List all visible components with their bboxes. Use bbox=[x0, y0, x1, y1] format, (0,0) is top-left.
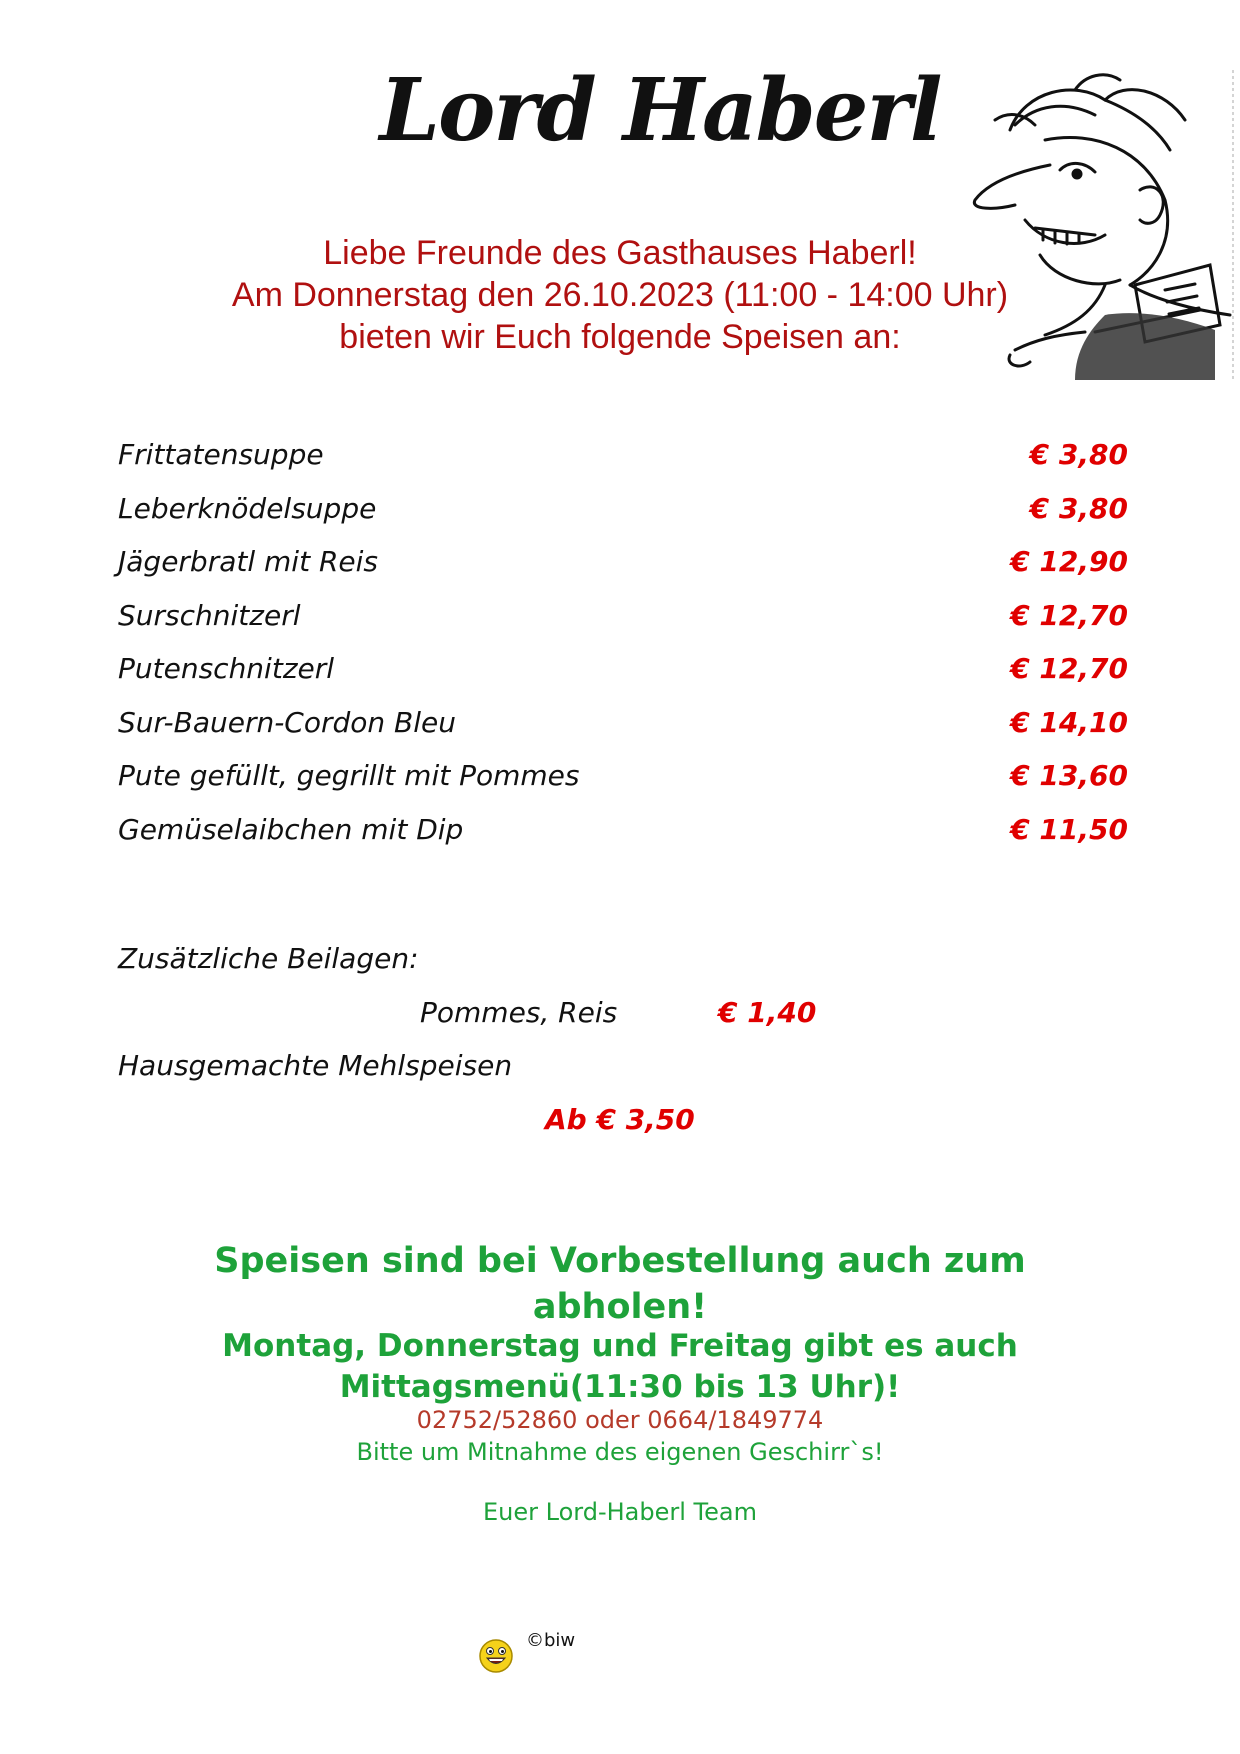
menu-item-name: Leberknödelsuppe bbox=[118, 491, 377, 525]
team-signature: Euer Lord-Haberl Team bbox=[483, 1498, 757, 1526]
menu-item-price: € 3,80 bbox=[1029, 438, 1128, 471]
phone-numbers: 02752/52860 oder 0664/1849774 bbox=[416, 1406, 824, 1434]
lunch-notice bbox=[160, 1326, 1080, 1408]
side-item-name: Pommes, Reis bbox=[420, 996, 618, 1029]
menu-item bbox=[118, 706, 1128, 760]
menu-item-price: € 3,80 bbox=[1029, 491, 1128, 525]
menu-item-price: € 12,90 bbox=[1010, 545, 1128, 578]
pickup-notice bbox=[160, 1238, 1080, 1330]
menu-item-price: € 12,70 bbox=[1010, 598, 1128, 632]
menu-item-price: € 12,70 bbox=[1010, 652, 1128, 685]
menu-item-name: Pute gefüllt, gegrillt mit Pommes bbox=[118, 759, 580, 792]
menu-item bbox=[118, 759, 1128, 813]
menu-item-name: Putenschnitzerl bbox=[118, 652, 335, 685]
menu-item bbox=[118, 438, 1128, 492]
dishes-note: Bitte um Mitnahme des eigenen Geschirr`s! bbox=[356, 1438, 884, 1466]
menu-item bbox=[118, 652, 1128, 706]
pastry-label: Hausgemachte Mehlspeisen bbox=[118, 1049, 513, 1082]
lunch-line: Mittagsmenü(11:30 bis 13 Uhr)! bbox=[339, 1369, 901, 1405]
pickup-line: Speisen sind bei Vorbestellung auch zum bbox=[214, 1241, 1026, 1281]
copyright-note: ©biw bbox=[526, 1630, 576, 1651]
menu-list bbox=[118, 438, 1128, 866]
menu-item-name: Sur-Bauern-Cordon Bleu bbox=[118, 705, 457, 739]
menu-item bbox=[118, 813, 1128, 867]
smiley-face-icon bbox=[478, 1638, 514, 1674]
menu-item-name: Surschnitzerl bbox=[118, 598, 301, 632]
intro-greeting: Liebe Freunde des Gasthauses Haberl! bbox=[323, 234, 917, 272]
menu-item-name: Frittatensuppe bbox=[118, 438, 324, 471]
menu-item-price: € 13,60 bbox=[1010, 759, 1128, 792]
lunch-line: Montag, Donnerstag und Freitag gibt es auch bbox=[222, 1328, 1018, 1364]
menu-item bbox=[118, 599, 1128, 653]
menu-item-name: Gemüselaibchen mit Dip bbox=[118, 812, 464, 846]
intro-text bbox=[180, 232, 1060, 358]
menu-item bbox=[118, 545, 1128, 599]
menu-item-price: € 11,50 bbox=[1010, 812, 1128, 846]
menu-item bbox=[118, 492, 1128, 546]
restaurant-title: Lord Haberl bbox=[379, 60, 941, 161]
pastry-price: Ab € 3,50 bbox=[545, 1103, 695, 1136]
intro-offer: bieten wir Euch folgende Speisen an: bbox=[339, 318, 901, 356]
intro-date: Am Donnerstag den 26.10.2023 (11:00 - 14:00 Uhr) bbox=[231, 276, 1009, 314]
menu-item-name: Jägerbratl mit Reis bbox=[118, 545, 379, 578]
extras-label: Zusätzliche Beilagen: bbox=[118, 942, 419, 975]
pickup-line: abholen! bbox=[532, 1287, 708, 1327]
side-item-price: € 1,40 bbox=[718, 996, 817, 1029]
menu-item-price: € 14,10 bbox=[1010, 705, 1128, 739]
